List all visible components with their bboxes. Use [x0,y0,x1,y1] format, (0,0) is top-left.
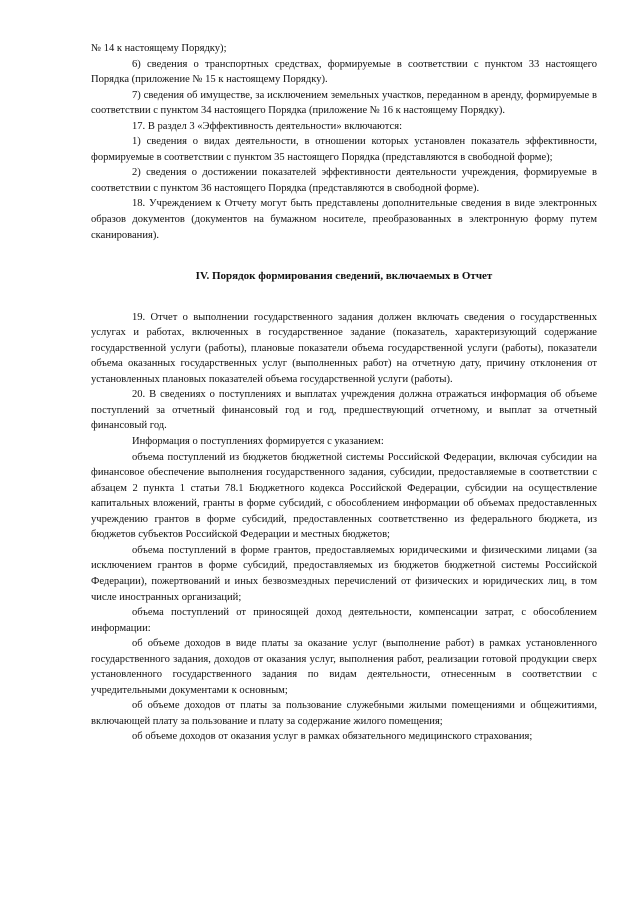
document-page [91,41,597,745]
paragraph-housing-income: об объеме доходов от платы за пользование служебными жилыми помещениями и общежитиями, включающей плату за пользование и плату за содержание жилого помещения; [91,700,597,727]
paragraph-income-intro: Информация о поступлениях формируется с указанием: [132,436,384,448]
paragraph-medical-insurance-income: об объеме доходов от оказания услуг в рамках обязательного медицинского страхования; [132,731,533,743]
paragraph-18: 18. Учреждением к Отчету могут быть представлены дополнительные сведения в виде электронных образов документов (документов на бумажном носителе, преобразованных в электронную форму путем сканирования). [91,198,597,241]
paragraph-17: 17. В раздел 3 «Эффективность деятельности» включаются: [132,120,402,132]
paragraph-services-income: об объеме доходов в виде платы за оказание услуг (выполнение работ) в рамках установленного государственного задания, доходов от оказания услуг, выполнения работ, реализации готовой продукции сверх установленного государственного задания по видам деятельности, отнесенным в соответствии с учредительными документами к основным; [91,638,597,696]
section-heading: IV. Порядок формирования сведений, включаемых в Отчет [195,270,493,283]
paragraph-grants-income: объема поступлений в форме грантов, предоставляемых юридическими и физическими лицами (за исключением грантов в форме субсидий, предоставляемых из бюджетов бюджетной системы Российской Федерации), пожертвований и иных безвозмездных перечислений от физических и юридических лиц, в том числе иностранных организаций; [91,544,597,603]
paragraph-item-6: 6) сведения о транспортных средствах, формируемые в соответствии с пунктом 33 настоящего Порядка (приложение № 15 к настоящему Порядку). [91,58,597,86]
paragraph-19: 19. Отчет о выполнении государственного задания должен включать сведения о государственных услугах и работах, включенных в государственное задание (показатель, характеризующий содержание государственной услуги (работы), плановые показатели объема государственной услуги (работы), показатели объема оказанных государственных услуг (выполненных работ) на отчетную дату, причину отклонения от установленных плановых показателей объема государственной услуги (работы). [91,311,597,385]
paragraph-17-item-2: 2) сведения о достижении показателей эффективности деятельности учреждения, формируемые в соответствии с пунктом 36 настоящего Порядка (представляются в свободной форме). [91,167,597,194]
paragraph-17-item-1: 1) сведения о видах деятельности, в отношении которых установлен показатель эффективности, формируемые в соответствии с пунктом 35 настоящего Порядка (представляются в свободной форме); [91,136,597,163]
paragraph-commercial-income: объема поступлений от приносящей доход деятельности, компенсации затрат, с обособлением информации: [91,607,597,634]
paragraph-item-7: 7) сведения об имуществе, за исключением земельных участков, переданном в аренду, формируемые в соответствии с пунктом 34 настоящего Порядка (приложение № 16 к настоящему Порядку). [91,89,597,117]
paragraph-20: 20. В сведениях о поступлениях и выплатах учреждения должна отражаться информация об объеме поступлений за отчетный финансовый год и год, предшествующий отчетному, и выплат за отчетный финансовый год. [91,389,597,432]
paragraph-budget-income: объема поступлений из бюджетов бюджетной системы Российской Федерации, включая субсидии на финансовое обеспечение выполнения государственного задания, субсидии, предоставляемые в соответствии с абзацем 2 пункта 1 статьи 78.1 Бюджетного кодекса Российской Федерации, субсидии на осуществление капитальных вложений, гранты в форме субсидий, с обособлением информации об объемах предоставленных учреждению грантов в форме субсидий, предоставленных соответственно из федерального бюджета, из бюджетов субъектов Российской Федерации и местных бюджетов; [91,451,597,541]
paragraph-continuation: № 14 к настоящему Порядку); [91,43,227,54]
